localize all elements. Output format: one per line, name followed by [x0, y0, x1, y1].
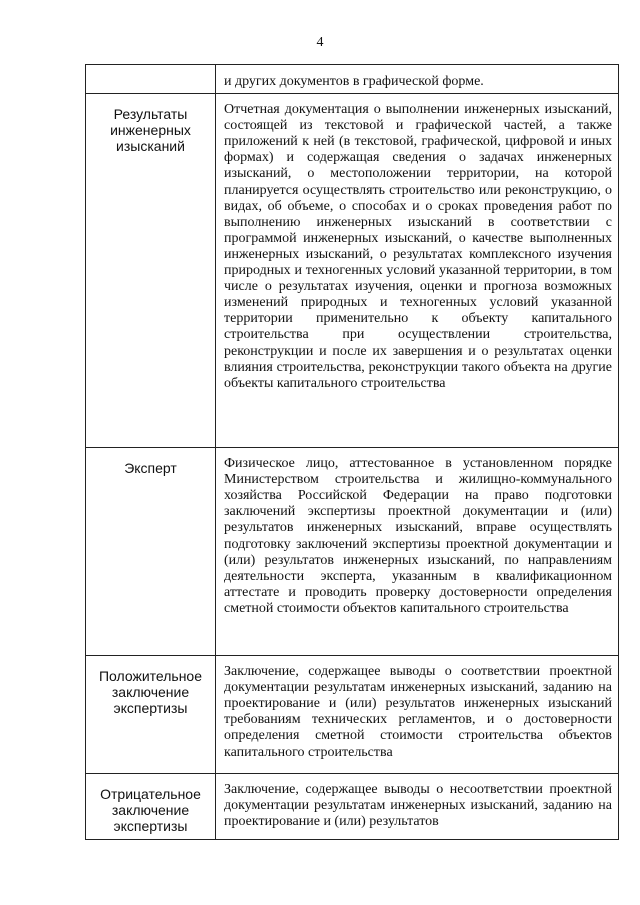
- term-cell: Результаты инженерных изысканий: [86, 94, 216, 448]
- term-cell: Эксперт: [86, 448, 216, 656]
- glossary-table: [85, 64, 619, 840]
- definition-cell: [216, 774, 619, 840]
- definition-text: Заключение, содержащее выводы о соответствии проектной документации результатам инженерных изысканий, заданию на проектирование и (или) результатов инженерных изысканий требованиям технических регламентов, и о достоверности определения сметной стоимости строительства объектов капитального строительства: [224, 664, 612, 760]
- definition-text: и других документов в графической форме.: [224, 74, 484, 89]
- table-row: [86, 65, 619, 94]
- definition-cell: [216, 656, 619, 774]
- definition-cell: [216, 448, 619, 656]
- definition-cell: [216, 65, 619, 94]
- term-cell: Положительное заключение экспертизы: [86, 656, 216, 774]
- table-row: [86, 94, 619, 448]
- definition-text: Физическое лицо, аттестованное в установленном порядке Министерством строительства и жилищно-коммунального хозяйства Российской Федерации на право подготовки заключений экспертизы проектной документации и (или) результатов инженерных изысканий, вправе осуществлять подготовку заключений экспертизы проектной документации и (или) результатов инженерных изысканий, по направлениям деятельности эксперта, указанным в квалификационном аттестате и проводить проверку достоверности определения сметной стоимости объектов капитального строительства: [224, 456, 612, 616]
- table-row: [86, 774, 619, 840]
- definition-cell: [216, 94, 619, 448]
- page-number: 4: [316, 35, 324, 50]
- table-row: [86, 448, 619, 656]
- table-row: [86, 656, 619, 774]
- definition-text: Отчетная документация о выполнении инженерных изысканий, состоящей из текстовой и графической частей, а также приложений к ней (в текстовой, графической, цифровой и иных формах) и содержащая сведения о задачах инженерных изысканий, о местоположении территории, на которой планируется осуществлять строительство или реконструкцию, о видах, об объеме, о способах и о сроках проведения работ по выполнению инженерных изысканий в соответствии с программой инженерных изысканий, о качестве выполненных инженерных изысканий, о результатах комплексного изучения природных и техногенных условий указанной территории, в том числе о результатах изучения, оценки и прогноза возможных изменений природных и техногенных условий указанной территории применительно к объекту капитального строительства при осуществлении строительства, реконструкции и после их завершения и о результатах оценки влияния строительства, реконструкции такого объекта на другие объекты капитального строительства: [224, 102, 612, 391]
- term-cell: [86, 65, 216, 94]
- definition-text: Заключение, содержащее выводы о несоответствии проектной документации результатам инженерных изысканий, заданию на проектирование и (или) результатов: [224, 782, 612, 830]
- term-cell: Отрицательное заключение экспертизы: [86, 774, 216, 840]
